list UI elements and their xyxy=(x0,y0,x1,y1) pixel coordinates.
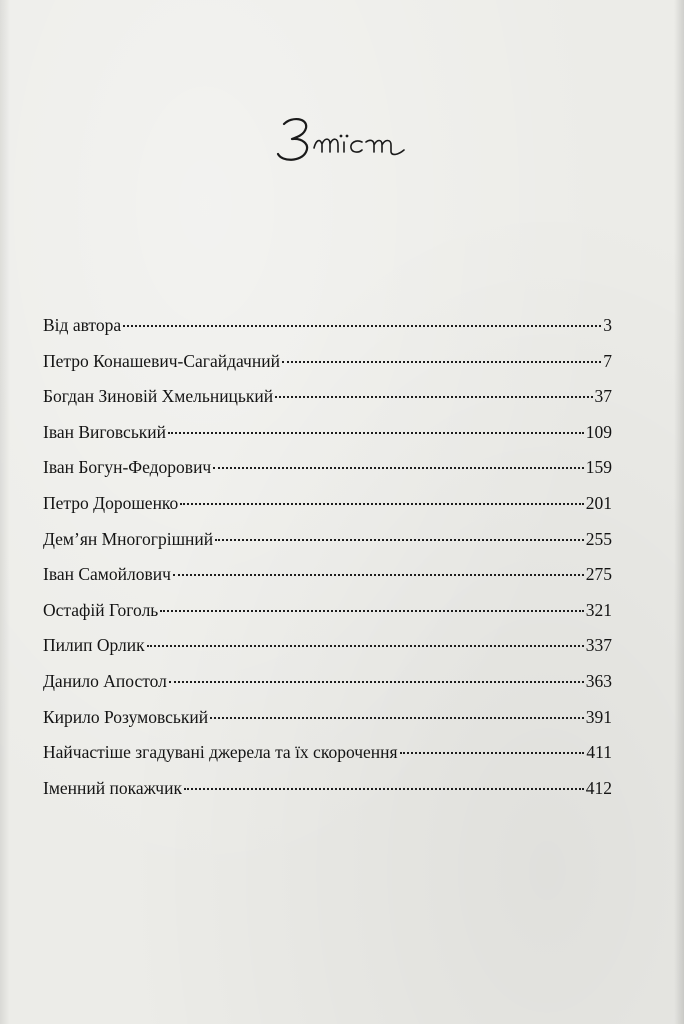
toc-entry-page: 7 xyxy=(603,350,612,371)
toc-entry-page: 255 xyxy=(585,528,612,549)
toc-entry-page: 321 xyxy=(585,599,612,620)
toc-entry xyxy=(43,486,612,522)
toc-entry xyxy=(43,628,612,664)
toc-entry-page: 3 xyxy=(603,315,612,335)
toc-dot-leader xyxy=(180,503,583,505)
table-of-contents xyxy=(43,308,612,806)
toc-dot-leader xyxy=(160,610,583,612)
toc-entry xyxy=(43,450,612,486)
toc-entry-title: Богдан Зиновій Хмельницький xyxy=(43,386,274,407)
toc-entry xyxy=(43,593,612,629)
toc-dot-leader xyxy=(184,788,584,790)
toc-entry-title: Пилип Орлик xyxy=(43,635,145,656)
toc-entry xyxy=(43,557,612,593)
contents-heading-calligraphy xyxy=(270,112,420,168)
toc-dot-leader xyxy=(123,325,601,327)
toc-entry-page: 412 xyxy=(585,777,612,798)
toc-dot-leader xyxy=(213,467,584,469)
toc-dot-leader xyxy=(173,574,584,576)
toc-entry xyxy=(43,308,612,344)
toc-dot-leader xyxy=(169,681,584,683)
toc-entry xyxy=(43,415,612,451)
toc-entry-title: Данило Апостол xyxy=(43,670,167,691)
toc-dot-leader xyxy=(282,361,601,363)
toc-entry xyxy=(43,735,612,771)
toc-entry-title: Іменний покажчик xyxy=(43,777,182,798)
toc-dot-leader xyxy=(210,717,584,719)
toc-entry-page: 201 xyxy=(585,492,612,513)
toc-entry-title: Найчастіше згадувані джерела та їх скорочення xyxy=(43,742,398,763)
toc-entry-title: Остафій Гоголь xyxy=(43,599,159,620)
toc-entry xyxy=(43,771,612,807)
page-edge-shadow-left xyxy=(0,0,10,1024)
toc-entry-page: 411 xyxy=(586,742,612,763)
toc-entry-page: 363 xyxy=(585,670,612,691)
toc-entry xyxy=(43,379,612,415)
toc-entry-title: Дем’ян Многогрішний xyxy=(43,528,214,549)
toc-entry xyxy=(43,664,612,700)
toc-entry-title: Іван Богун-Федорович xyxy=(43,457,212,478)
toc-entry xyxy=(43,522,612,558)
toc-dot-leader xyxy=(147,645,584,647)
toc-entry-page: 159 xyxy=(585,457,612,478)
toc-dot-leader xyxy=(215,539,584,541)
toc-entry-title: Кирило Розумовський xyxy=(43,706,209,727)
toc-entry-title: Іван Виговський xyxy=(43,421,167,442)
toc-entry-page: 391 xyxy=(585,706,612,727)
toc-entry-page: 109 xyxy=(585,421,612,442)
toc-entry-title: Іван Самойлович xyxy=(43,564,171,585)
page-edge-shadow-right xyxy=(674,0,684,1024)
toc-dot-leader xyxy=(400,752,585,754)
toc-dot-leader xyxy=(168,432,584,434)
toc-dot-leader xyxy=(275,396,592,398)
toc-entry xyxy=(43,700,612,736)
toc-entry-title: Від автора xyxy=(43,315,122,335)
toc-entry-page: 275 xyxy=(585,564,612,585)
toc-entry-page: 37 xyxy=(594,386,612,407)
toc-entry-page: 337 xyxy=(585,635,612,656)
contents-heading xyxy=(270,112,420,168)
toc-entry-title: Петро Конашевич-Сагайдачний xyxy=(43,350,280,371)
toc-entry-title: Петро Дорошенко xyxy=(43,492,179,513)
toc-entry xyxy=(43,344,612,380)
